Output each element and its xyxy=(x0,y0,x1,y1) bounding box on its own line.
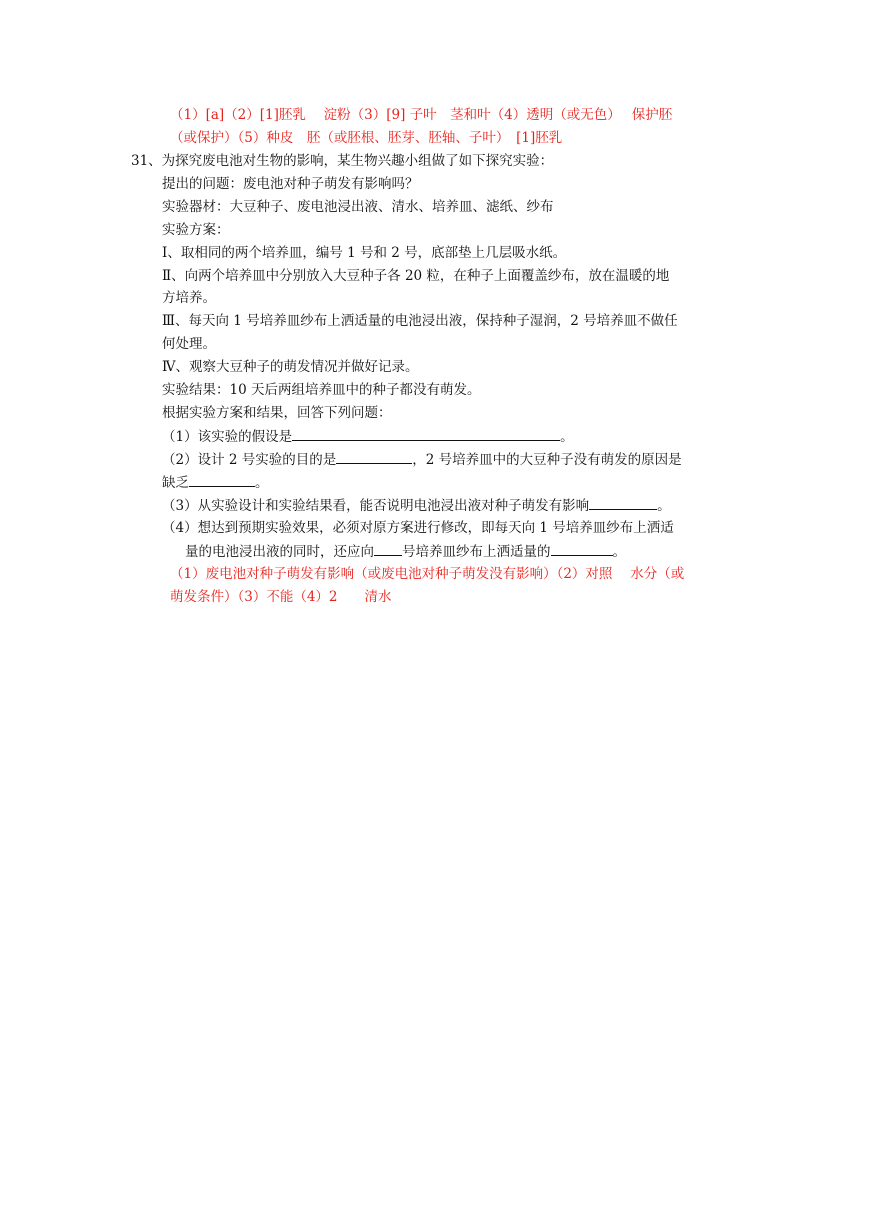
sub-question-2-end: 。 xyxy=(255,475,269,491)
answer-key-line-2: 萌发条件）（3）不能（4）2 清水 xyxy=(170,589,392,605)
sub-question-1-text: （1）该实验的假设是 xyxy=(162,429,293,445)
plan-step-2-line-1: Ⅱ、向两个培养皿中分别放入大豆种子各 20 粒，在种子上面覆盖纱布，放在温暖的地 xyxy=(162,268,670,284)
sub-question-2-text-b: ，2 号培养皿中的大豆种子没有萌发的原因是 xyxy=(412,452,682,468)
sub-question-4-text-a: 量的电池浸出液的同时，还应向 xyxy=(185,544,374,560)
sub-question-3 xyxy=(162,495,671,516)
sub-question-3-text: （3）从实验设计和实验结果看，能否说明电池浸出液对种子萌发有影响 xyxy=(162,498,590,514)
plan-step-3-line-1: Ⅲ、每天向 1 号培养皿纱布上洒适量的电池浸出液，保持种子湿润，2 号培养皿不做任 xyxy=(162,313,678,329)
instruction: 根据实验方案和结果，回答下列问题： xyxy=(162,405,392,421)
plan-step-3-line-2: 何处理。 xyxy=(162,336,216,352)
answer-blank-2b[interactable] xyxy=(189,472,255,487)
experiment-result: 实验结果：10 天后两组培养皿中的种子都没有萌发。 xyxy=(162,382,481,398)
problem-statement: 提出的问题：废电池对种子萌发有影响吗？ xyxy=(162,176,419,192)
answer-blank-4a[interactable] xyxy=(374,541,402,556)
answer-blank-2a[interactable] xyxy=(336,449,412,464)
plan-label: 实验方案： xyxy=(162,222,230,238)
answer-blank-3[interactable] xyxy=(589,495,657,510)
plan-step-2-line-2: 方培养。 xyxy=(162,290,216,306)
prev-answer-line-2: （或保护）（5）种皮 胚（或胚根、胚芽、胚轴、子叶） [1]胚乳 xyxy=(170,130,563,146)
sub-question-3-end: 。 xyxy=(657,498,671,514)
sub-question-4-text-b: 号培养皿纱布上洒适量的 xyxy=(402,544,551,560)
question-31-title: 31、为探究废电池对生物的影响，某生物兴趣小组做了如下探究实验： xyxy=(131,153,554,169)
plan-step-1: Ⅰ、取相同的两个培养皿，编号 1 号和 2 号，底部垫上几层吸水纸。 xyxy=(162,245,567,261)
materials-list: 实验器材：大豆种子、废电池浸出液、清水、培养皿、滤纸、纱布 xyxy=(162,199,554,215)
sub-question-2-line-1 xyxy=(162,449,682,470)
sub-question-4-end: 。 xyxy=(612,544,626,560)
plan-step-4: Ⅳ、观察大豆种子的萌发情况并做好记录。 xyxy=(162,359,419,375)
sub-question-2-line-2 xyxy=(162,472,269,493)
sub-question-4-line-1: （4）想达到预期实验效果，必须对原方案进行修改，即每天向 1 号培养皿纱布上洒适 xyxy=(162,520,674,536)
sub-question-1 xyxy=(162,426,574,447)
prev-answer-line-1: （1）[a]（2）[1]胚乳 淀粉（3）[9] 子叶 茎和叶（4）透明（或无色） 保护胚 xyxy=(170,107,673,123)
answer-blank-4b[interactable] xyxy=(551,541,613,556)
answer-key-line-1: （1）废电池对种子萌发有影响（或废电池对种子萌发没有影响）（2）对照 水分（或 xyxy=(170,566,685,582)
sub-question-4-line-2 xyxy=(185,541,626,562)
sub-question-1-end: 。 xyxy=(560,429,574,445)
sub-question-2-text-a: （2）设计 2 号实验的目的是 xyxy=(162,452,337,468)
answer-blank-1[interactable] xyxy=(292,426,560,441)
sub-question-2-line-2-text: 缺乏 xyxy=(162,475,189,491)
